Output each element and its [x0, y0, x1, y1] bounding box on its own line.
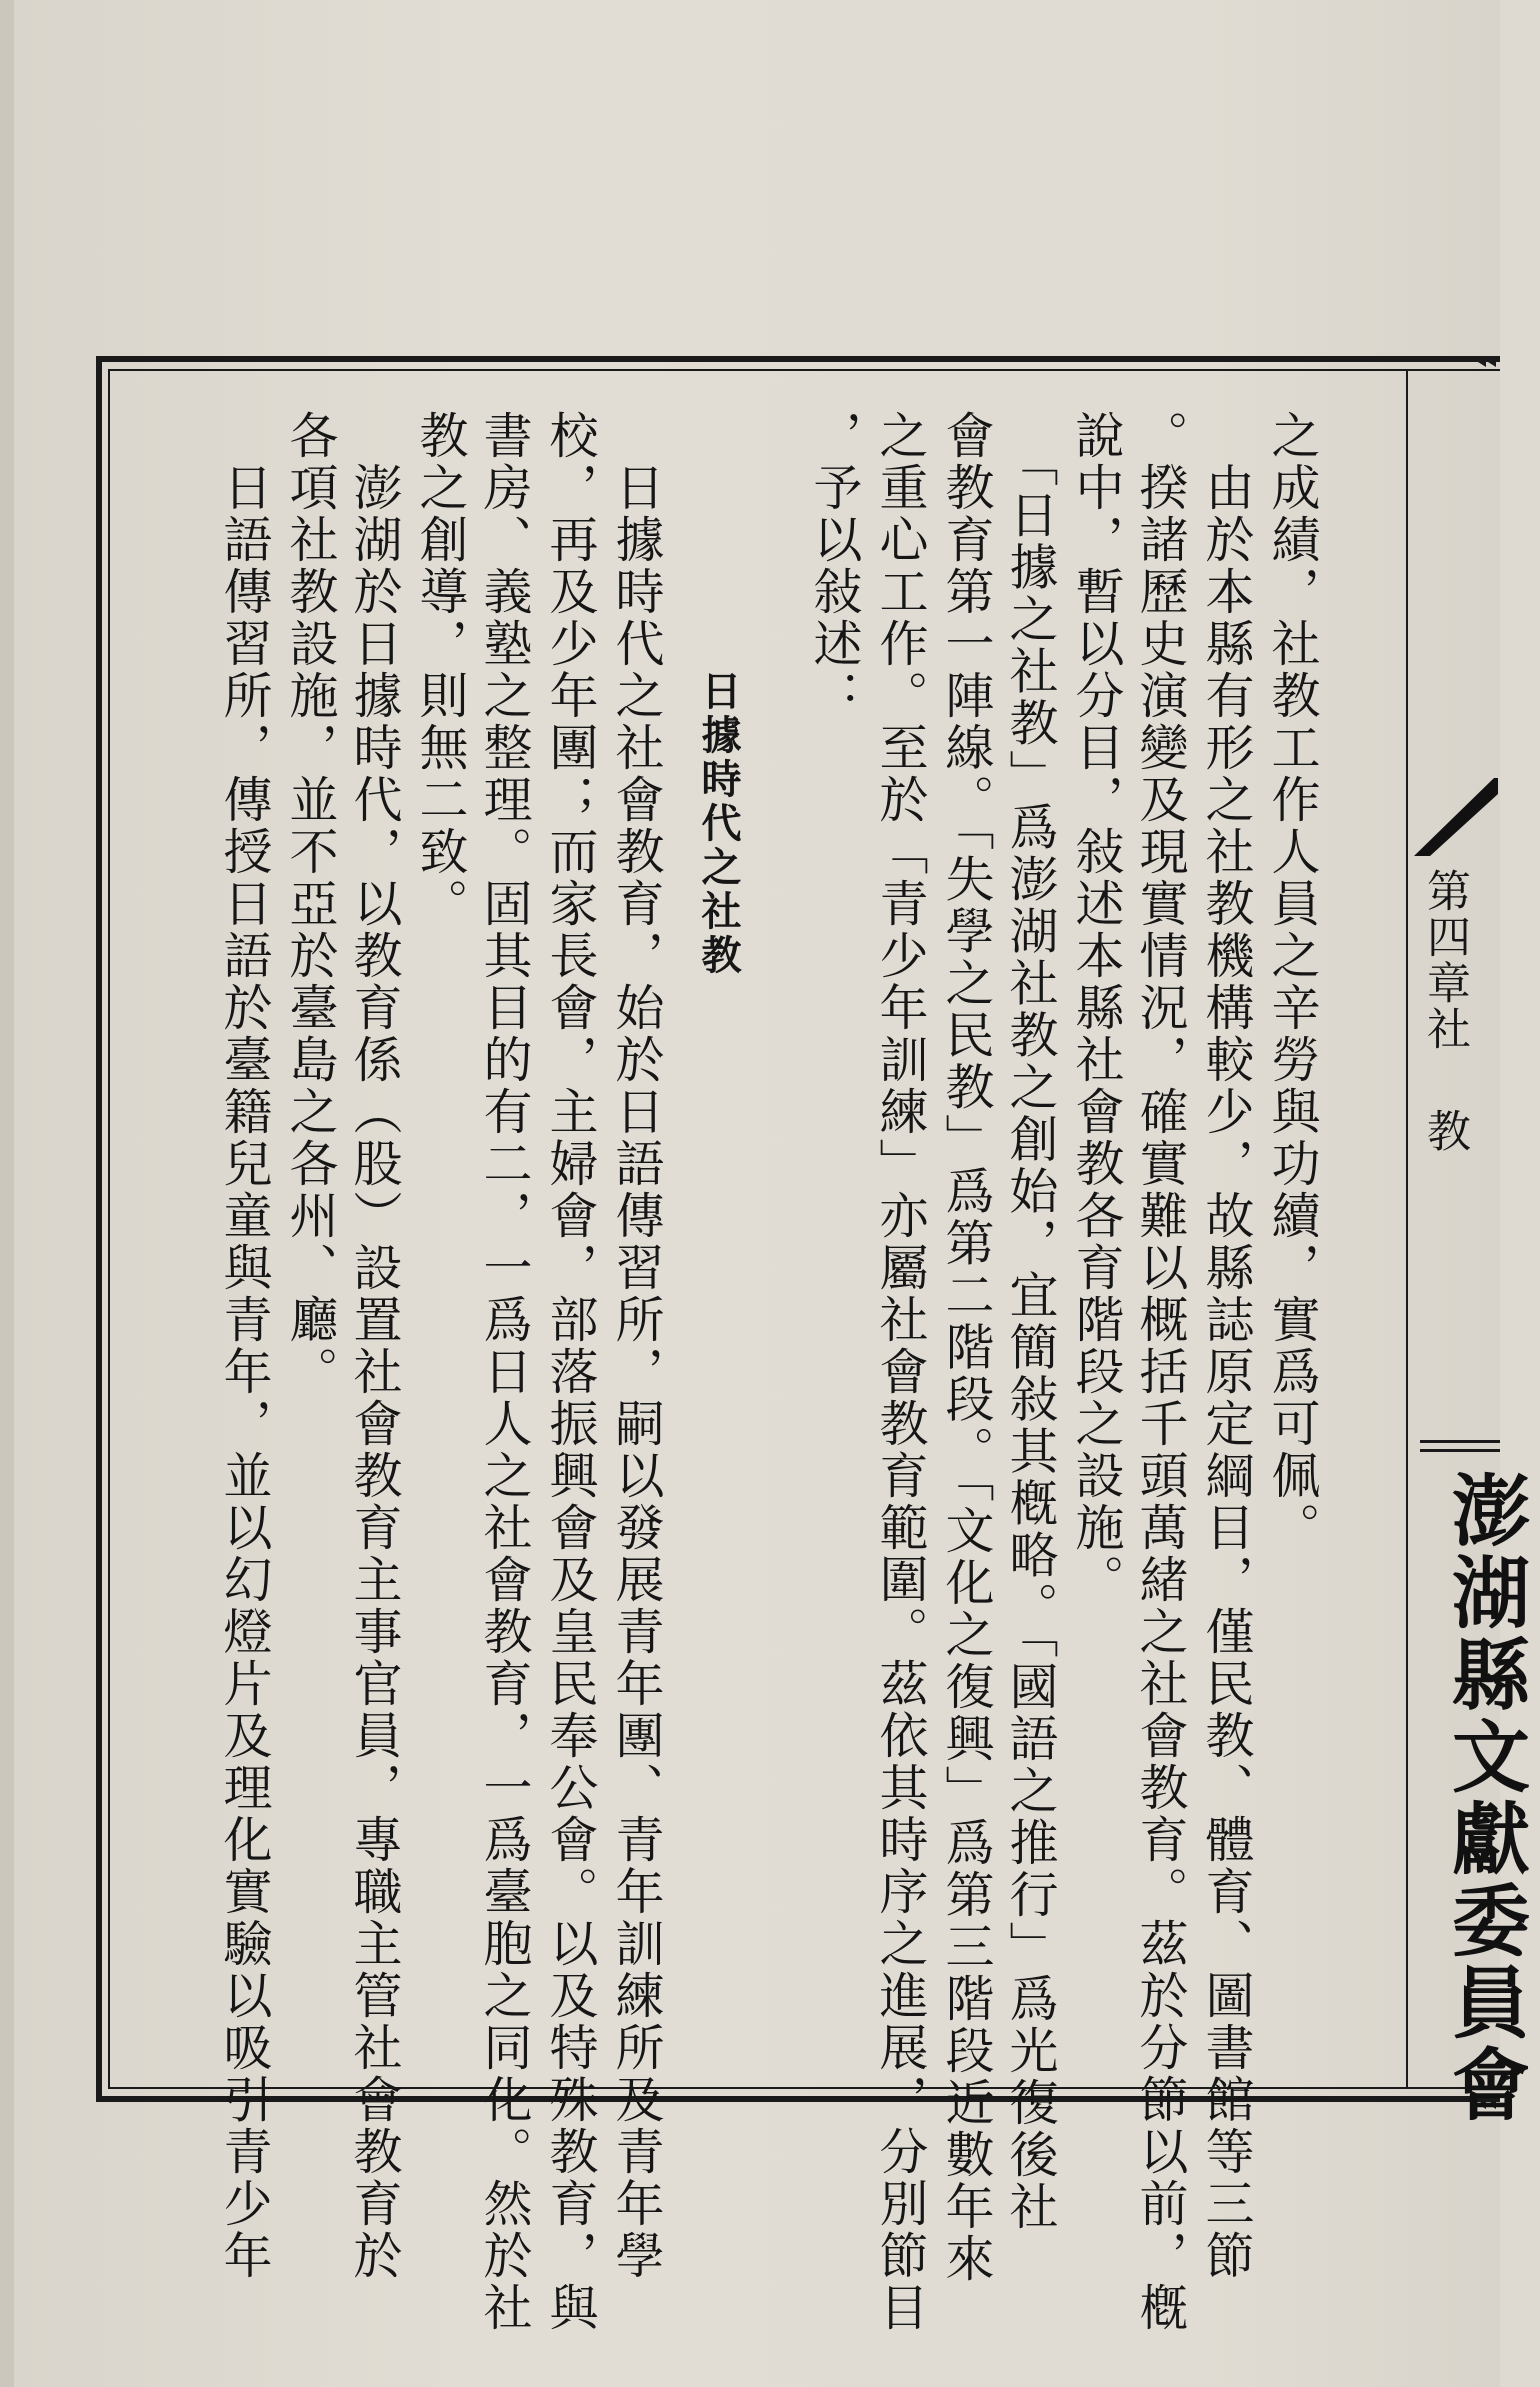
margin-divider-rule: [1406, 371, 1408, 2087]
text-column-15: 日語傳習所，傳授日語於臺籍兒童與青年，並以幻燈片及理化實驗以吸引青少年: [216, 410, 273, 2282]
chapter-label: [1412, 868, 1476, 1154]
margin-double-rule: [1420, 1440, 1500, 1454]
text-column-8: ，予以敍述：: [806, 410, 863, 722]
chapter-number: 第四章: [1419, 868, 1470, 1006]
text-column-13: 澎湖於日據時代，以教育係（股）設置社會教育主事官員，專職主管社會教育於: [346, 410, 403, 2282]
chapter-title-tail: 教: [1419, 1108, 1470, 1154]
text-column-6: 會教育第一陣線。「失學之民教」爲第二階段。「文化之復興」爲第三階段近數年來: [938, 410, 995, 2285]
text-column-2: 由於本縣有形之社教機構較少，故縣誌原定綱目，僅民教、體育、圖書館等三節: [1198, 410, 1255, 2282]
text-column-5: 「日據之社教」爲澎湖社教之創始，宜簡敍其槪略。「國語之推行」爲光復後社: [1002, 410, 1059, 2233]
text-column-10: 校，再及少年團；而家長會，主婦會，部落振興會及皇民奉公會。以及特殊教育，與: [542, 410, 599, 2334]
text-column-7: 之重心工作。至於「青少年訓練」亦屬社會教育範圍。茲依其時序之進展，分別節目: [872, 410, 929, 2334]
text-column-4: 說中，暫以分目，敍述本縣社會教各育階段之設施。: [1068, 410, 1125, 1606]
publisher-name: 澎湖縣文獻委員會: [1439, 1470, 1529, 2126]
text-column-14: 各項社教設施，並不亞於臺島之各州、廳。: [282, 410, 339, 1398]
text-column-11: 書房、義塾之整理。固其目的有二，一爲日人之社會教育，一爲臺胞之同化。然於社: [476, 410, 533, 2334]
text-column-3: 。揆諸歷史演變及現實情況，確實難以概括千頭萬緒之社會教育。茲於分節以前，槪: [1132, 410, 1189, 2334]
page-binding-strip: [0, 0, 14, 2387]
chapter-wedge-ornament: [1410, 772, 1498, 860]
text-column-1: 之成績，社教工作人員之辛勞與功續，實爲可佩。: [1264, 410, 1321, 1554]
chapter-title: 社: [1419, 1006, 1470, 1052]
text-column-12: 教之創導，則無二致。: [412, 410, 469, 930]
text-column-9: 日據時代之社會教育，始於日語傳習所，嗣以發展青年團、青年訓練所及青年學: [608, 410, 665, 2282]
section-heading: 日據時代之社教: [695, 670, 741, 978]
frame-edge-mark-top: [1478, 352, 1500, 362]
